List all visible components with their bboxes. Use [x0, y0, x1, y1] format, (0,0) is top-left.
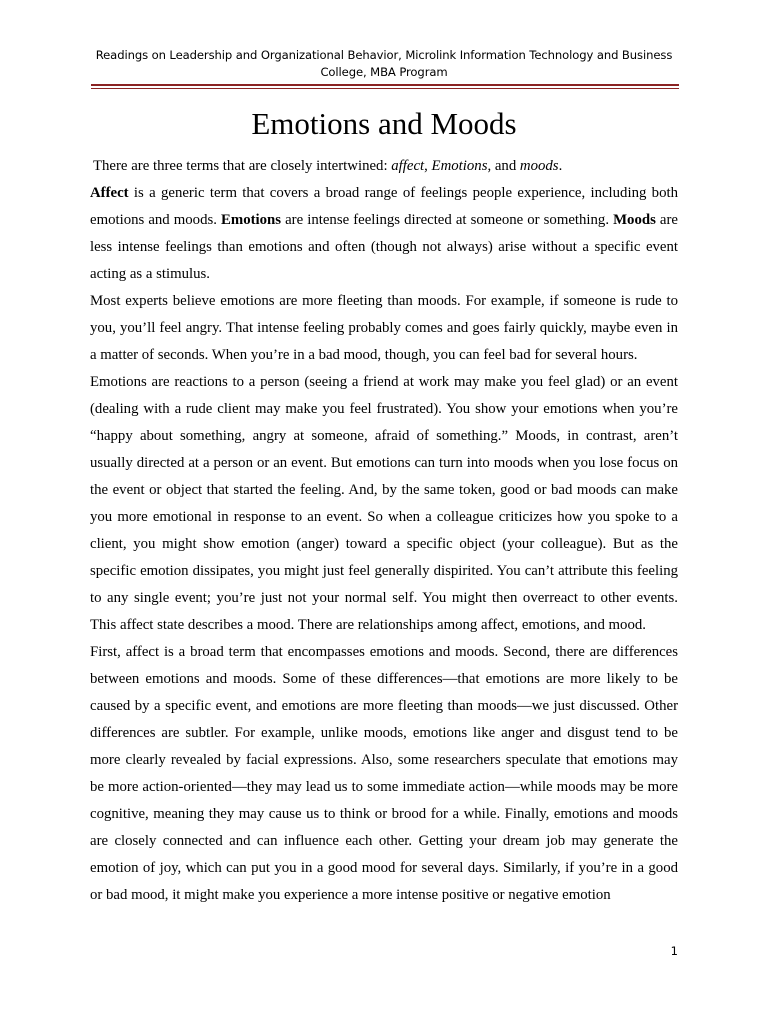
body-paragraph: Most experts believe emotions are more fleeting than moods. For example, if someone is rude to you, you’ll feel angry. That intense feeling probably comes and goes fairly quickly, maybe even in a matter of seconds. When you’re in a bad mood, though, you can feel bad for several hours. — [90, 293, 678, 363]
header-rule-thick — [91, 84, 679, 86]
running-header: Readings on Leadership and Organizational Behavior, Microlink Information Technology and Business College, MBA Program — [95, 48, 673, 79]
affect-term: Affect — [90, 185, 129, 201]
moods-definition: are less intense feelings than emotions and often (though not always) arise without a specific event acting as a stimulus. — [90, 212, 678, 282]
body-paragraph: First, affect is a broad term that encompasses emotions and moods. Second, there are differences between emotions and moods. Some of these differences—that emotions are more likely to be caused by a specific event, and emotions are more fleeting than moods—we just discussed. Other differences are subtler. For example, unlike moods, emotions like anger and disgust tend to be more clearly revealed by facial expressions. Also, some researchers speculate that emotions may be more action-oriented—they may lead us to some immediate action—while moods may be more cognitive, meaning they may cause us to think or brood for a while. Finally, emotions and moods are closely connected and can influence each other. Getting your dream job may generate the emotion of joy, which can put you in a good mood for several days. Similarly, if you’re in a good or bad mood, it might make you experience a more intense positive or negative emotion — [90, 644, 678, 903]
emotions-term: Emotions — [221, 212, 282, 228]
emotions-definition: are intense feelings directed at someone or something. — [281, 212, 614, 228]
body-paragraph: Emotions are reactions to a person (seeing a friend at work may make you feel glad) or an event (dealing with a rude client may make you feel frustrated). You show your emotions when you’re “happy about something, angry at someone, afraid of something.” Moods, in contrast, aren’t usually directed at a person or an event. But emotions can turn into moods when you lose focus on the event or object that started the feeling. And, by the same token, good or bad moods can make you more emotional in response to an event. So when a colleague criticizes how you spoke to a client, you might show emotion (anger) toward a specific object (your colleague). But as the specific emotion dissipates, you might just feel generally dispirited. You can’t attribute this feeling to any single event; you’re just not your normal self. You might then overreact to other events. This affect state describes a mood. There are relationships among affect, emotions, and mood. — [90, 374, 678, 633]
intro-sep-1: , — [424, 158, 432, 174]
page-title: Emotions and Moods — [251, 106, 517, 141]
body-text — [90, 153, 678, 909]
term-moods: moods — [519, 158, 559, 174]
intro-sep-2: , and — [487, 158, 520, 174]
intro-paragraph — [90, 153, 678, 180]
term-affect: affect — [391, 158, 425, 174]
definitions-paragraph — [90, 180, 678, 288]
moods-term: Moods — [613, 212, 656, 228]
affect-definition: is a generic term that covers a broad range of feelings people experience, including both emotions and moods. — [90, 185, 678, 228]
page-number: 1 — [670, 944, 678, 958]
intro-end: . — [558, 158, 563, 174]
header-rule-thin — [91, 88, 679, 89]
term-emotions: Emotions — [431, 158, 488, 174]
intro-lead: There are three terms that are closely intertwined: — [93, 158, 392, 174]
